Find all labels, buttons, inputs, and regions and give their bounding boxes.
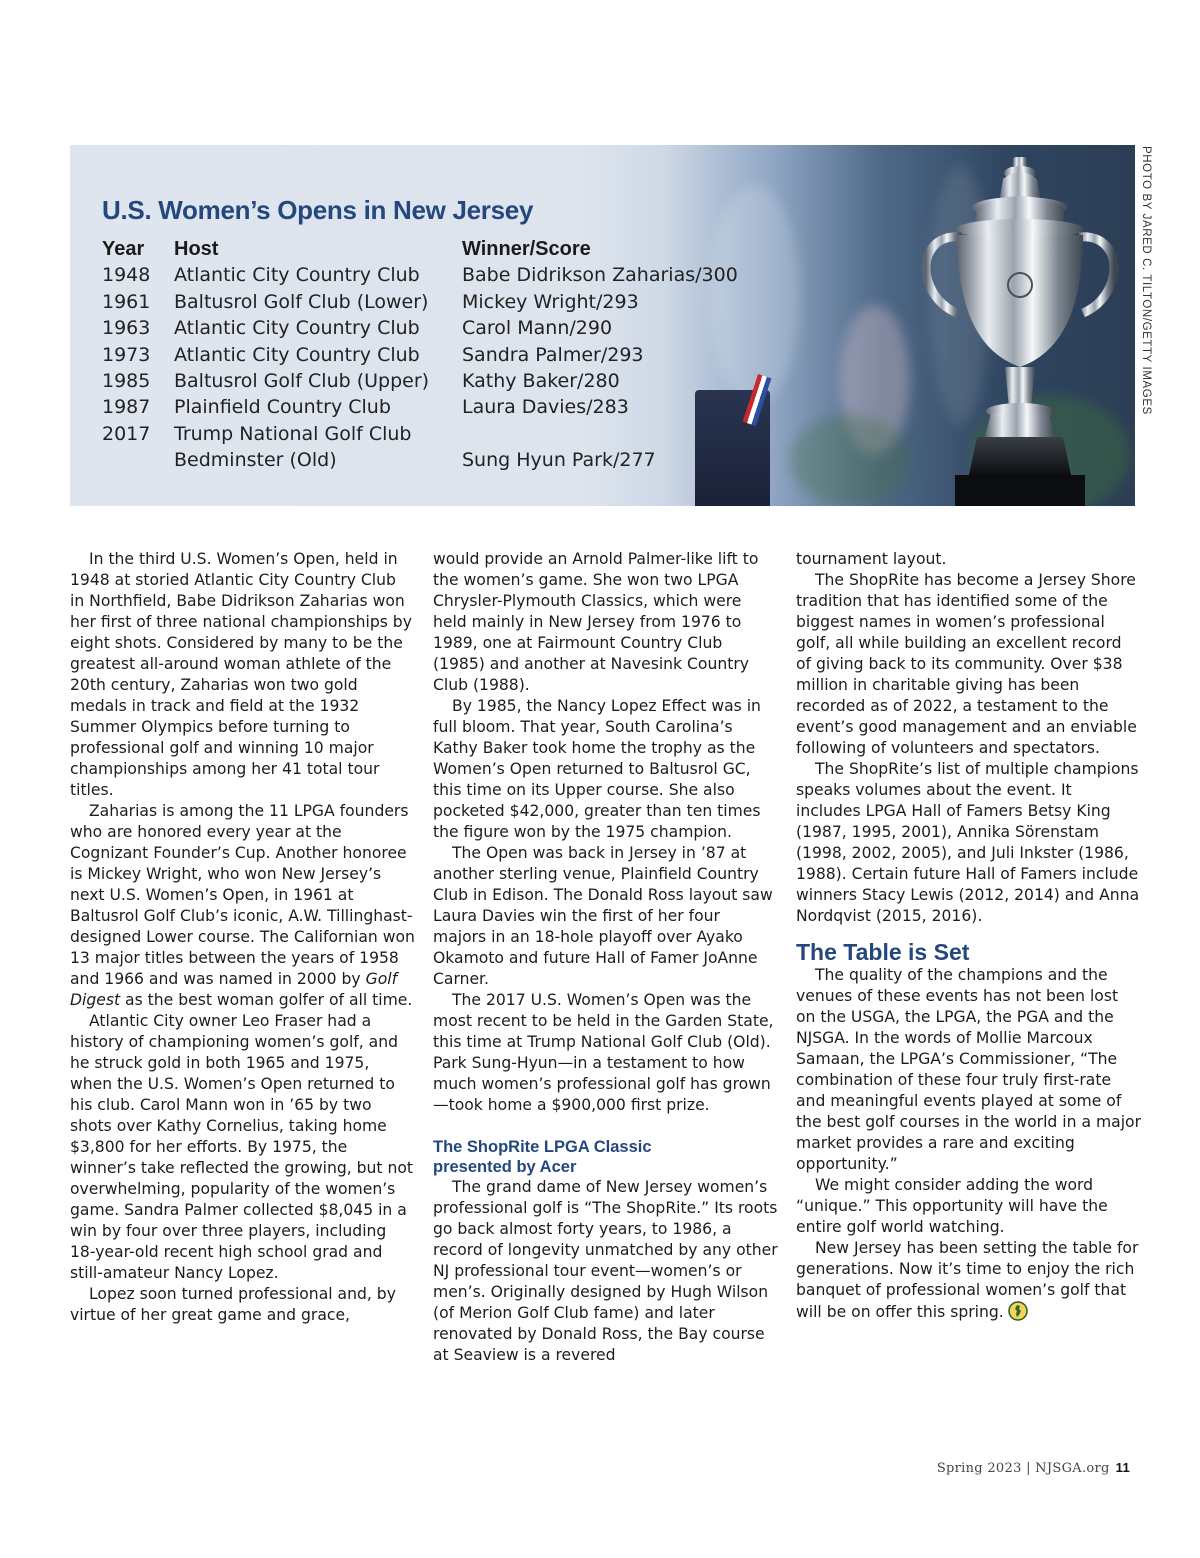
page-footer (937, 1460, 1130, 1476)
table-title: U.S. Women’s Opens in New Jersey (102, 195, 534, 225)
paragraph: Atlantic City owner Leo Fraser had a history of championing women’s golf, and he struck gold in both 1965 and 1975, when the U.S. Women’s Open returned to his club. Carol Mann won in ’65 by two shots over Kathy Cornelius, taking home $3,800 for her efforts. By 1975, the winner’s take reflected the growing, but not overwhelming, popularity of the women’s game. Sandra Palmer collected $8,045 in a win by four over three players, including 18-year-old recent high school grad and still-amateur Nancy Lopez. (70, 1012, 414, 1282)
cell-year: 1948 (102, 264, 151, 287)
table-row (102, 342, 762, 368)
paragraph: The grand dame of New Jersey women’s professional golf is “The ShopRite.” Its roots go back almost forty years, to 1986, a record of longevity unmatched by any other NJ professional tour event—women’s or men’s. Originally designed by Hugh Wilson (of Merion Golf Club fame) and later renovated by Donald Ross, the Bay course at Seaview is a revered (433, 1178, 778, 1364)
paragraph: We might consider adding the word “unique.” This opportunity will have the entire golf world watching. (796, 1176, 1108, 1236)
cell-year: 1973 (102, 343, 151, 366)
column-header-year: Year (102, 238, 145, 260)
table-row (102, 421, 762, 447)
opens-table (102, 236, 762, 474)
new-jersey-state-icon (1008, 1301, 1028, 1321)
table-header-row (102, 236, 762, 262)
cell-year: 1963 (102, 317, 151, 340)
paragraph: The quality of the champions and the venues of these events has not been lost on the USGA, the LPGA, the PGA and the NJSGA. In the words of Mollie Marcoux Samaan, the LPGA’s Commissioner, “The combination of these four truly first-rate and meaningful events played at some of the best golf courses in the world in a major market provides a rare and exciting opportunity.” (796, 966, 1141, 1173)
page-number: 11 (1115, 1460, 1130, 1475)
column-header-host: Host (174, 238, 219, 260)
photo-credit: PHOTO BY JARED C. TILTON/GETTY IMAGES (1140, 146, 1152, 415)
paragraph: The 2017 U.S. Women’s Open was the most recent to be held in the Garden State, this time at Trump National Golf Club (Old). Park Sung-Hyun—in a testament to how much women’s professional golf has grown—took home a $900,000 first prize. (433, 991, 774, 1114)
cell-host: Atlantic City Country Club (174, 317, 420, 340)
paragraph: The ShopRite’s list of multiple champions speaks volumes about the event. It includes LPGA Hall of Famers Betsy King (1987, 1995, 2001), Annika Sörenstam (1998, 2002, 2005), and Juli Inkster (1986, 1988). Certain future Hall of Famers include winners Stacy Lewis (2012, 2014) and Anna Nordqvist (2015, 2016). (796, 760, 1140, 925)
table-row (102, 262, 762, 288)
cell-host: Atlantic City Country Club (174, 343, 420, 366)
paragraph: By 1985, the Nancy Lopez Effect was in full bloom. That year, South Carolina’s Kathy Baker took home the trophy as the Women’s Open returned to Baltusrol GC, this time on its Upper course. She also pocketed $42,000, greater than ten times the figure won by the 1975 champion. (433, 697, 761, 841)
cell-year (102, 447, 174, 473)
cell-winner (462, 421, 762, 447)
cell-winner: Carol Mann/290 (462, 317, 613, 340)
shoprite-subheading (433, 1137, 778, 1177)
paragraph: The Open was back in Jersey in ’87 at another sterling venue, Plainfield Country Club in Edison. The Donald Ross layout saw Laura Davies win the first of her four majors in an 18-hole playoff over Ayako Okamoto and future Hall of Famer JoAnne Carner. (433, 844, 773, 988)
cell-host: Atlantic City Country Club (174, 264, 420, 287)
paragraph: Lopez soon turned professional and, by virtue of her great game and grace, (70, 1285, 396, 1324)
column-header-winner: Winner/Score (462, 238, 591, 260)
opens-table-panel (70, 145, 1135, 506)
cell-winner: Kathy Baker/280 (462, 369, 620, 392)
paragraph (796, 1238, 1141, 1323)
paragraph: tournament layout. (796, 550, 947, 568)
subheading-line: The ShopRite LPGA Classic (433, 1138, 652, 1156)
footer-issue: Spring 2023 | NJSGA.org (936, 1461, 1110, 1476)
paragraph-text: New Jersey has been setting the table for generations. Now it’s time to enjoy the rich banquet of professional women’s golf that will be on offer this spring. (796, 1239, 1139, 1321)
trophy-image (905, 145, 1135, 506)
paragraph-text: as the best woman golfer of all time. (120, 991, 413, 1009)
subheading-line: presented by Acer (433, 1158, 577, 1176)
cell-winner: Babe Didrikson Zaharias/300 (462, 264, 738, 287)
cell-year: 1961 (102, 290, 151, 313)
cell-host: Baltusrol Golf Club (Upper) (174, 369, 430, 392)
cell-year: 1987 (102, 396, 151, 419)
publication-title: Golf Digest (70, 970, 398, 1009)
cell-winner: Mickey Wright/293 (462, 290, 639, 313)
cell-winner: Laura Davies/283 (462, 396, 629, 419)
paragraph: The ShopRite has become a Jersey Shore tradition that has identified some of the biggest names in women’s professional golf, all while building an excellent record of giving back to its community. Over $38 million in charitable giving has been recorded as of 2022, a testament to the event’s good management and an enviable following of volunteers and spectators. (796, 571, 1137, 757)
paragraph: would provide an Arnold Palmer-like lift to the women’s game. She won two LPGA Chrysler-Plymouth Classics, which were held mainly in New Jersey from 1976 to 1989, one at Fairmount Country Club (1985) and another at Navesink Country Club (1988). (433, 550, 759, 694)
table-row (102, 315, 762, 341)
cell-winner: Sandra Palmer/293 (462, 343, 644, 366)
table-row (102, 289, 762, 315)
paragraph-text: Zaharias is among the 11 LPGA founders who are honored every year at the Cognizant Founder’s Cup. Another honoree is Mickey Wright, who won New Jersey’s next U.S. Women’s Open, in 1961 at Baltusrol Golf Club’s iconic, A.W. Tillinghast-designed Lower course. The Californian won 13 major titles between the years of 1958 and 1966 and was named in 2000 by (70, 802, 415, 988)
article-column-1 (70, 549, 415, 1326)
cell-winner: Sung Hyun Park/277 (462, 449, 656, 472)
cell-year: 1985 (102, 369, 151, 392)
cell-host: Trump National Golf Club (174, 422, 412, 445)
cell-year: 2017 (102, 422, 151, 445)
cell-host: Bedminster (Old) (174, 449, 337, 472)
article-column-3 (796, 549, 1141, 1323)
paragraph (70, 801, 415, 1011)
cell-host: Baltusrol Golf Club (Lower) (174, 290, 429, 313)
paragraph: In the third U.S. Women’s Open, held in 1948 at storied Atlantic City Country Club in Northfield, Babe Didrikson Zaharias won her first of three national championships by eight shots. Considered by many to be the greatest all-around woman athlete of the 20th century, Zaharias won two gold medals in track and field at the 1932 Summer Olympics before turning to professional golf and winning 10 major championships among her 41 total tour titles. (70, 550, 412, 799)
table-row (102, 447, 762, 473)
table-row (102, 394, 762, 420)
table-row (102, 368, 762, 394)
section-heading: The Table is Set (796, 939, 970, 965)
article-column-2 (433, 549, 778, 1366)
cell-host: Plainfield Country Club (174, 396, 391, 419)
background-blur (790, 415, 910, 505)
